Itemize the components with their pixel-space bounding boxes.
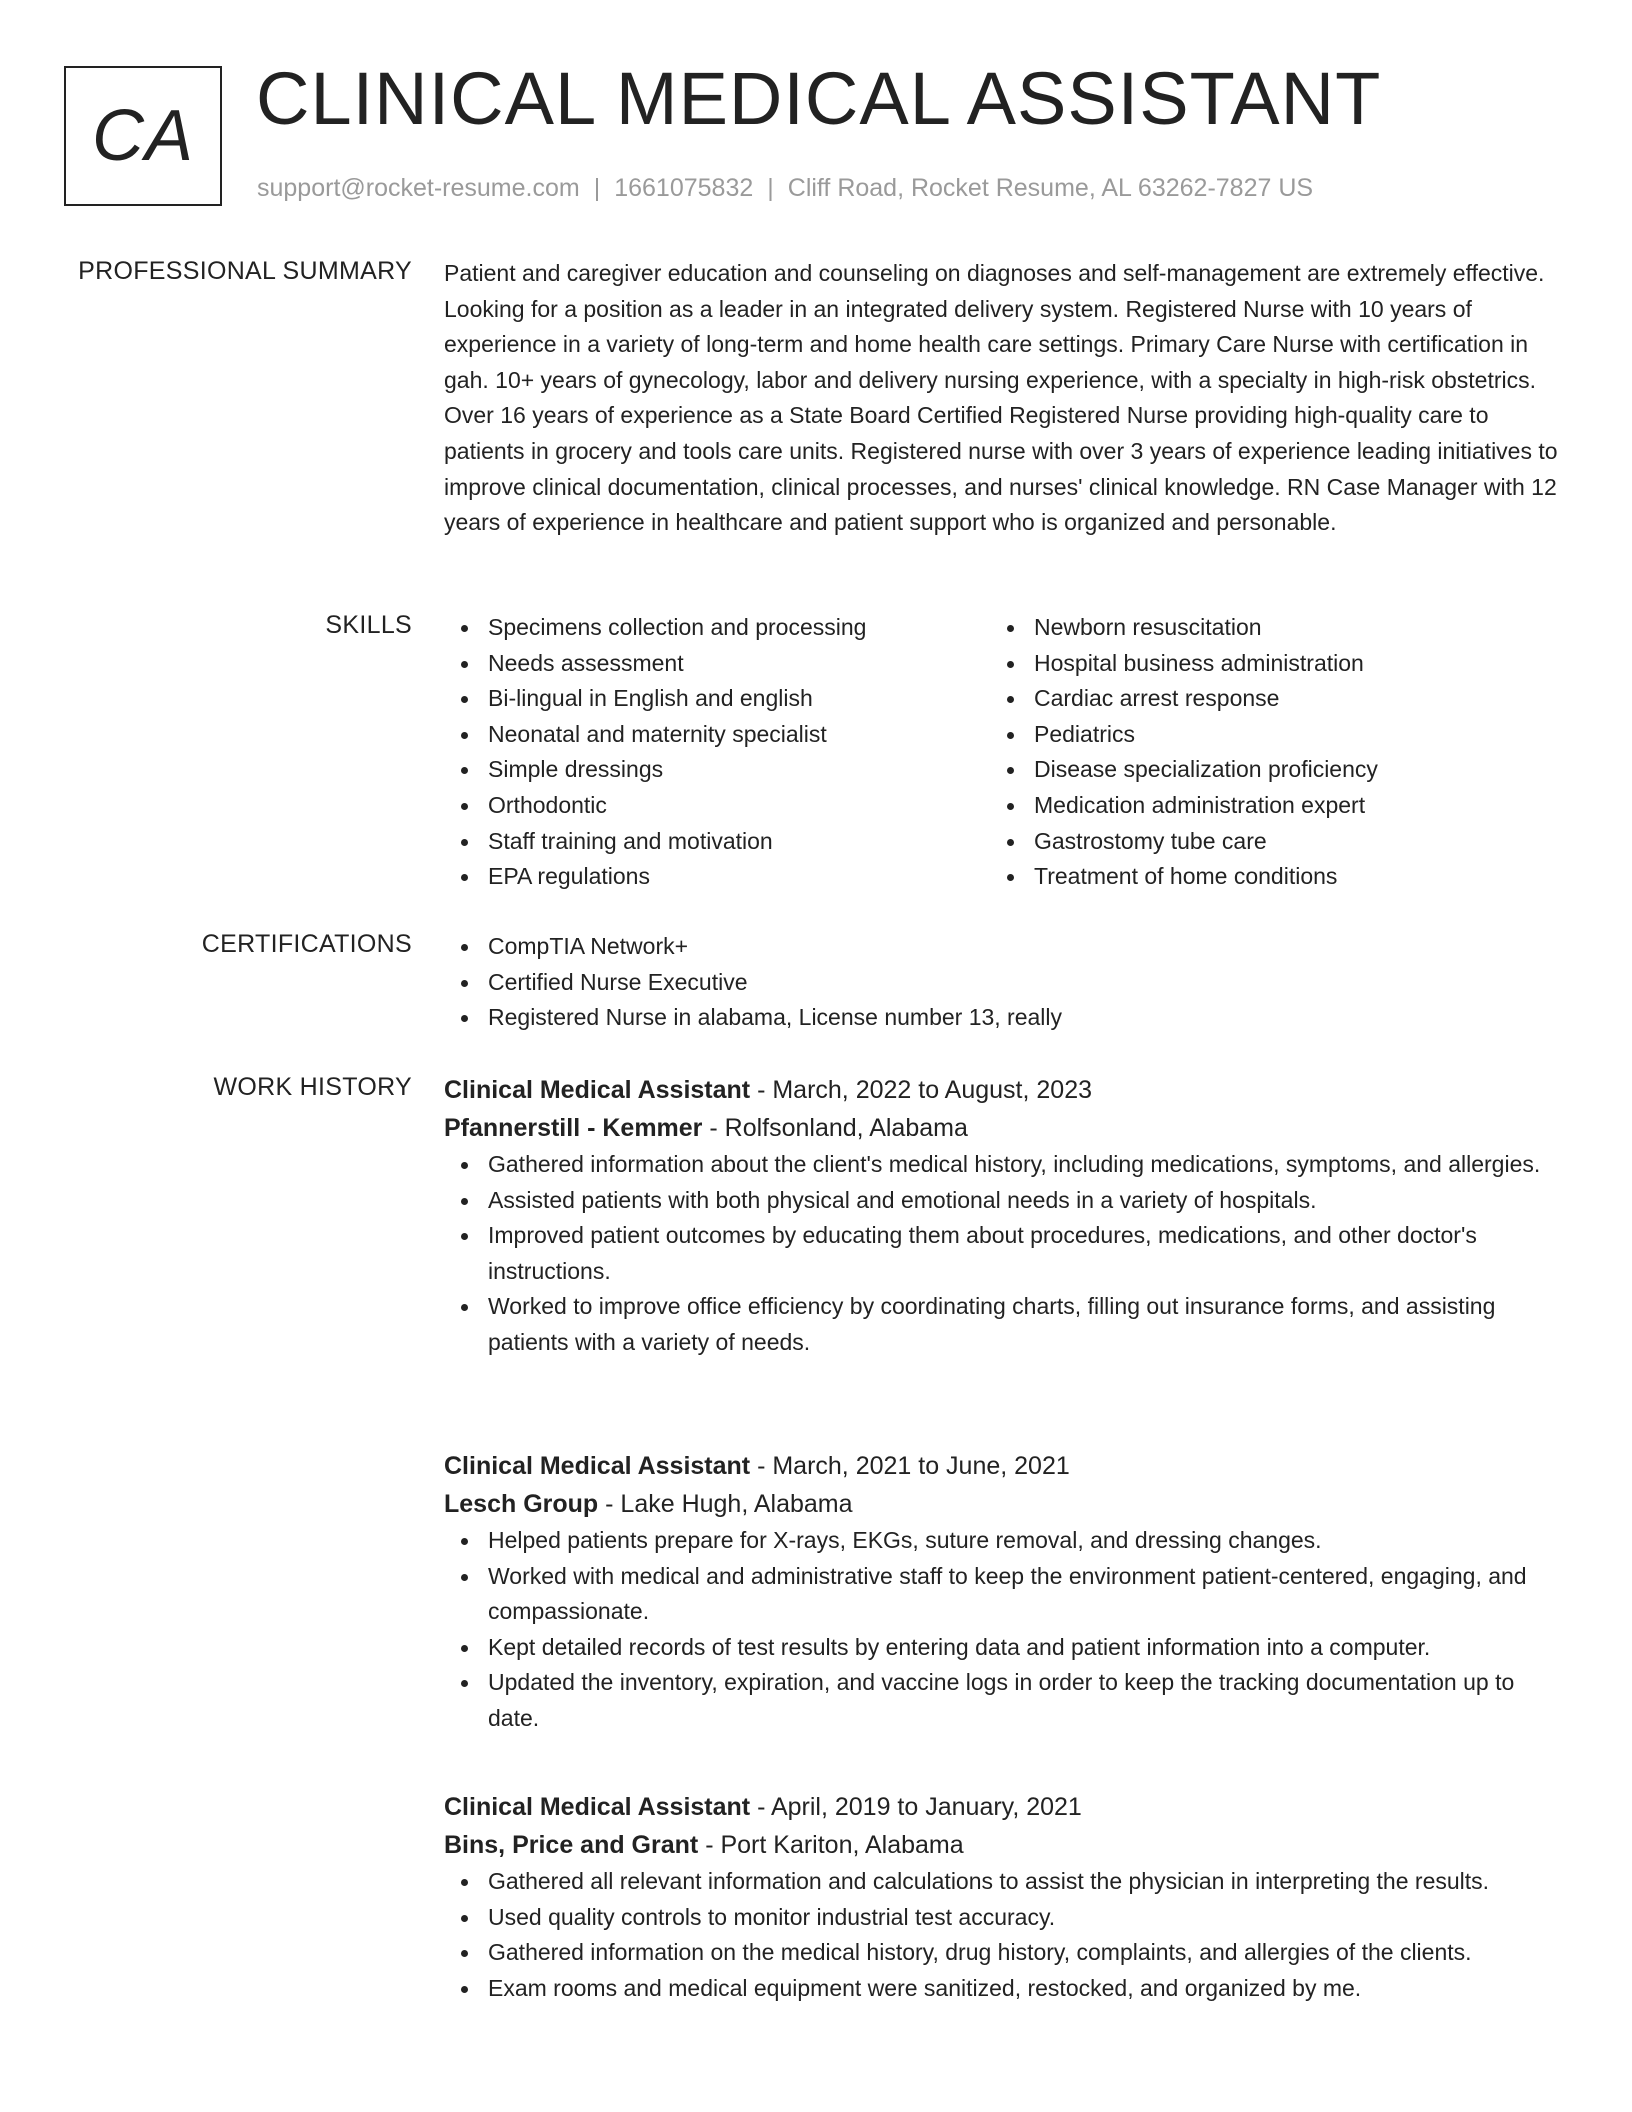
skill-item: EPA regulations	[444, 859, 990, 895]
job-title: Clinical Medical Assistant	[444, 1076, 751, 1104]
skill-item: Treatment of home conditions	[990, 859, 1536, 895]
skills-column-left	[444, 610, 990, 895]
certification-item: Certified Nurse Executive	[444, 965, 1564, 1001]
skill-item: Hospital business administration	[990, 646, 1536, 682]
section-heading-certifications: CERTIFICATIONS	[201, 930, 412, 958]
job-bullets	[444, 1147, 1564, 1361]
job-dates: - March, 2022 to August, 2023	[757, 1076, 1093, 1104]
job-title: Clinical Medical Assistant	[444, 1452, 751, 1480]
job-title-line	[444, 1788, 1564, 1826]
job-dates: - March, 2021 to June, 2021	[757, 1452, 1070, 1480]
skill-item: Cardiac arrest response	[990, 681, 1536, 717]
job-bullet-item: Worked to improve office efficiency by coordinating charts, filling out insurance forms, and assisting patients with a variety of needs.	[444, 1289, 1564, 1360]
job-bullet-item: Assisted patients with both physical and emotional needs in a variety of hospitals.	[444, 1183, 1564, 1219]
skills-list-left	[444, 610, 990, 895]
job-bullet-item: Exam rooms and medical equipment were sanitized, restocked, and organized by me.	[444, 1971, 1564, 2007]
job-bullet-item: Gathered all relevant information and calculations to assist the physician in interpreting the results.	[444, 1864, 1564, 1900]
job-title-line	[444, 1071, 1564, 1109]
job-company: Pfannerstill - Kemmer	[444, 1114, 703, 1142]
certifications-list	[444, 929, 1564, 1036]
contact-separator: |	[767, 174, 774, 202]
job-bullet-item: Worked with medical and administrative staff to keep the environment patient-centered, engaging, and compassionate.	[444, 1559, 1564, 1630]
certifications-body	[444, 929, 1564, 1036]
skill-item: Neonatal and maternity specialist	[444, 717, 990, 753]
job-entry	[444, 1788, 1564, 2006]
skill-item: Staff training and motivation	[444, 824, 990, 860]
skill-item: Medication administration expert	[990, 788, 1536, 824]
skills-grid	[444, 610, 1564, 895]
skill-item: Gastrostomy tube care	[990, 824, 1536, 860]
job-company: Bins, Price and Grant	[444, 1831, 699, 1859]
candidate-name: CLINICAL MEDICAL ASSISTANT	[256, 57, 1382, 140]
job-bullets	[444, 1864, 1564, 2006]
skill-item: Specimens collection and processing	[444, 610, 990, 646]
job-company-line	[444, 1109, 1564, 1147]
skill-item: Newborn resuscitation	[990, 610, 1536, 646]
job-entry	[444, 1447, 1564, 1737]
job-dates: - April, 2019 to January, 2021	[757, 1793, 1082, 1821]
monogram-logo: CA	[64, 66, 222, 206]
job-location: - Port Kariton, Alabama	[705, 1831, 964, 1859]
contact-address: Cliff Road, Rocket Resume, AL 63262-7827 US	[787, 174, 1314, 202]
contact-phone[interactable]: 1661075832	[614, 174, 754, 202]
job-location: - Lake Hugh, Alabama	[605, 1490, 853, 1518]
certification-item: CompTIA Network+	[444, 929, 1564, 965]
skill-item: Bi-lingual in English and english	[444, 681, 990, 717]
job-entry	[444, 1071, 1564, 1361]
job-bullet-item: Improved patient outcomes by educating them about procedures, medications, and other doctor's instructions.	[444, 1218, 1564, 1289]
skills-list-right	[990, 610, 1536, 895]
section-heading-summary: PROFESSIONAL SUMMARY	[78, 257, 412, 285]
skill-item: Disease specialization proficiency	[990, 752, 1536, 788]
job-bullet-item: Helped patients prepare for X-rays, EKGs, suture removal, and dressing changes.	[444, 1523, 1564, 1559]
job-bullets	[444, 1523, 1564, 1737]
skills-column-right	[990, 610, 1536, 895]
job-bullet-item: Updated the inventory, expiration, and vaccine logs in order to keep the tracking documentation up to date.	[444, 1665, 1564, 1736]
job-title-line	[444, 1447, 1564, 1485]
contact-email[interactable]: support@rocket-resume.com	[257, 174, 580, 202]
job-company-line	[444, 1826, 1564, 1864]
skill-item: Pediatrics	[990, 717, 1536, 753]
certification-item: Registered Nurse in alabama, License number 13, really	[444, 1000, 1564, 1036]
section-heading-skills: SKILLS	[325, 611, 412, 639]
job-bullet-item: Kept detailed records of test results by entering data and patient information into a computer.	[444, 1630, 1564, 1666]
skill-item: Simple dressings	[444, 752, 990, 788]
job-company: Lesch Group	[444, 1490, 599, 1518]
job-company-line	[444, 1485, 1564, 1523]
job-title: Clinical Medical Assistant	[444, 1793, 751, 1821]
skill-item: Orthodontic	[444, 788, 990, 824]
section-heading-work-history: WORK HISTORY	[213, 1073, 412, 1101]
job-bullet-item: Gathered information about the client's medical history, including medications, symptoms, and allergies.	[444, 1147, 1564, 1183]
contact-separator: |	[593, 174, 601, 202]
contact-line	[257, 174, 1313, 203]
summary-text: Patient and caregiver education and counseling on diagnoses and self-management are extremely effective. Looking for a position as a leader in an integrated delivery system. Registered Nurse with 10 years of experience in a variety of long-term and home health care settings. Primary Care Nurse with certification in gah. 10+ years of gynecology, labor and delivery nursing experience, with a specialty in high-risk obstetrics. Over 16 years of experience as a State Board Certified Registered Nurse providing high-quality care to patients in grocery and tools care units. Registered nurse with over 3 years of experience leading initiatives to improve clinical documentation, clinical processes, and nurses' clinical knowledge. RN Case Manager with 12 years of experience in healthcare and patient support who is organized and personable.	[444, 260, 1558, 536]
skill-item: Needs assessment	[444, 646, 990, 682]
job-bullet-item: Gathered information on the medical history, drug history, complaints, and allergies of the clients.	[444, 1935, 1564, 1971]
job-location: - Rolfsonland, Alabama	[709, 1114, 968, 1142]
job-bullet-item: Used quality controls to monitor industrial test accuracy.	[444, 1900, 1564, 1936]
